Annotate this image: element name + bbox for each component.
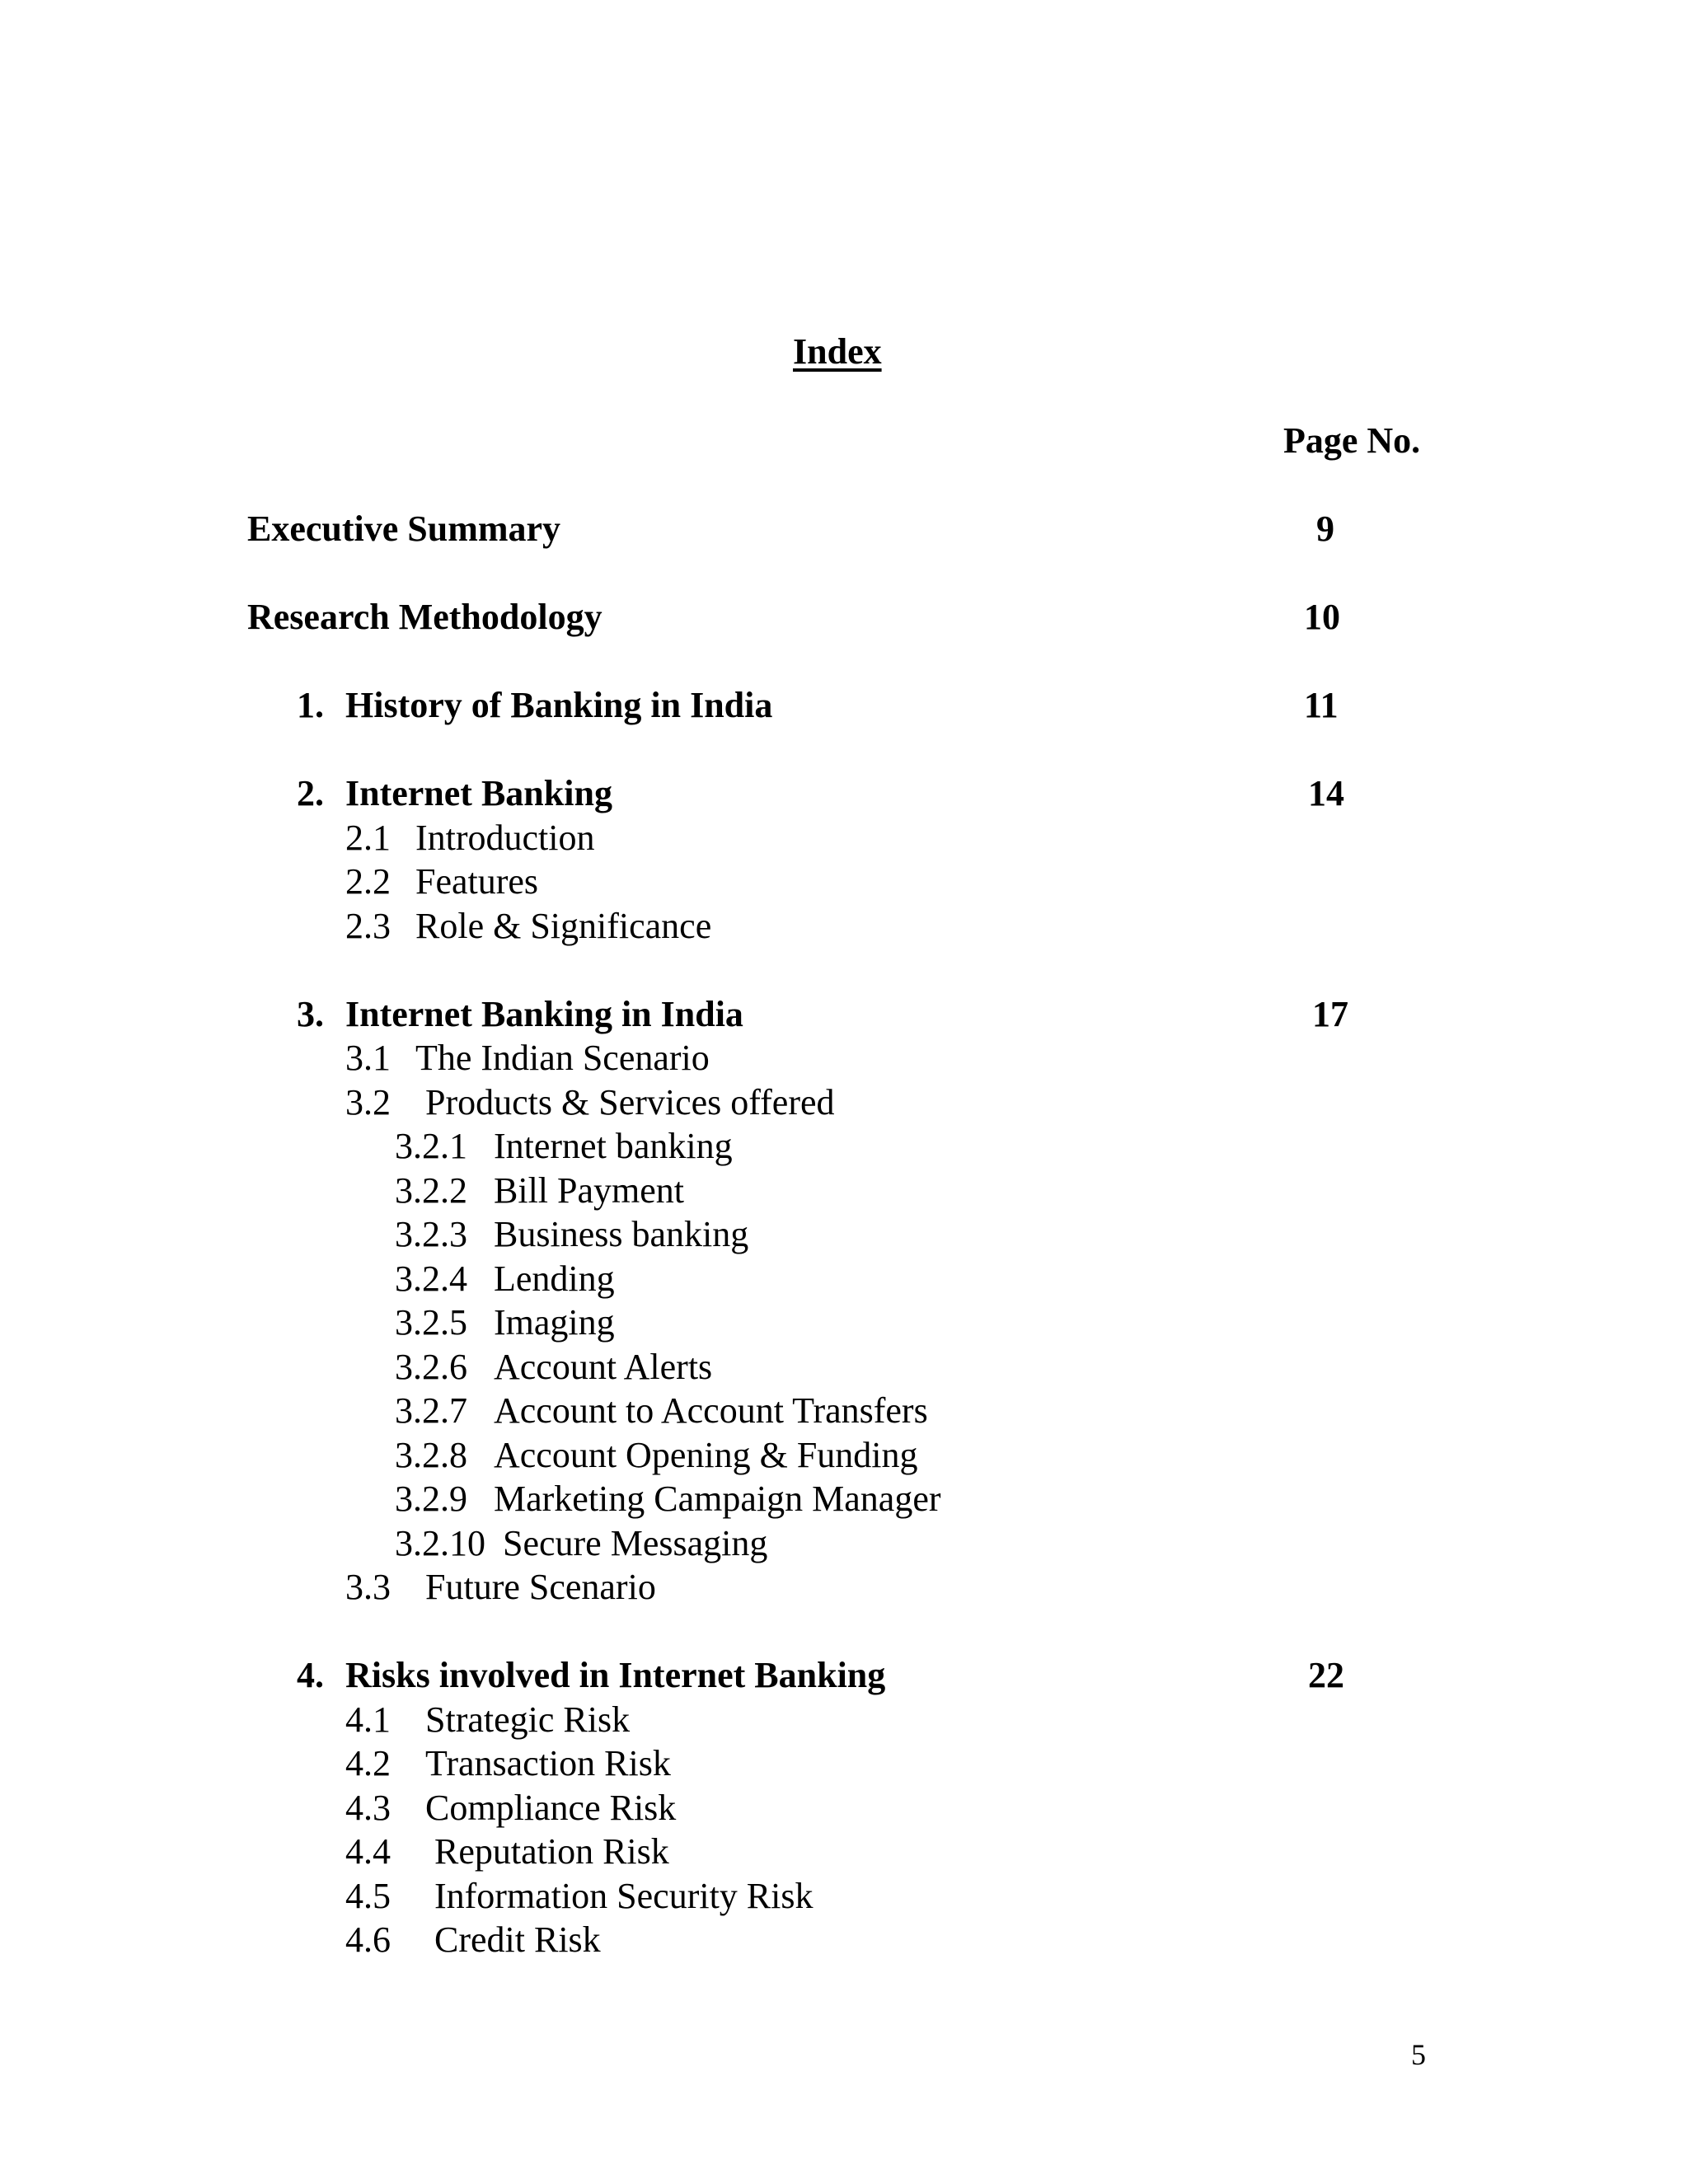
- toc-page-chapter-3: 17: [1312, 994, 1348, 1034]
- toc-section-number: 3.2: [345, 1082, 391, 1122]
- toc-subsection-title: Imaging: [494, 1302, 615, 1343]
- toc-section-title: Transaction Risk: [425, 1743, 671, 1783]
- toc-section-title: Reputation Risk: [434, 1831, 669, 1872]
- toc-subsection-number: 3.2.8: [395, 1435, 467, 1475]
- toc-section-title: Credit Risk: [434, 1919, 601, 1960]
- toc-subsection-title: Secure Messaging: [503, 1523, 768, 1563]
- toc-section-number: 4.1: [345, 1699, 391, 1740]
- toc-section-title: The Indian Scenario: [415, 1038, 710, 1078]
- toc-subsection-number: 3.2.7: [395, 1390, 467, 1431]
- toc-page-executive-summary: 9: [1316, 509, 1334, 549]
- page-title: Index: [793, 331, 882, 372]
- toc-section-number: 4.2: [345, 1743, 391, 1783]
- toc-chapter-1-title: History of Banking in India: [345, 685, 773, 725]
- toc-subsection-number: 3.2.1: [395, 1126, 467, 1166]
- toc-page-chapter-1: 11: [1304, 685, 1339, 725]
- toc-section-number: 3.3: [345, 1567, 391, 1607]
- toc-subsection-number: 3.2.10: [395, 1523, 485, 1563]
- toc-subsection-number: 3.2.2: [395, 1170, 467, 1211]
- toc-page-chapter-4: 22: [1308, 1655, 1344, 1695]
- toc-section-number: 4.3: [345, 1788, 391, 1828]
- toc-chapter-number: 2.: [297, 773, 324, 813]
- toc-chapter-number: 1.: [297, 685, 324, 725]
- toc-page-chapter-2: 14: [1308, 773, 1344, 813]
- toc-section-title: Future Scenario: [425, 1567, 656, 1607]
- toc-section-number: 4.5: [345, 1876, 391, 1916]
- toc-chapter-number: 4.: [297, 1655, 324, 1695]
- toc-subsection-title: Internet banking: [494, 1126, 733, 1166]
- toc-subsection-number: 3.2.6: [395, 1347, 467, 1387]
- toc-section-number: 4.4: [345, 1831, 391, 1872]
- page-no-header: Page No.: [1283, 420, 1421, 461]
- toc-entry-research-methodology: Research Methodology: [247, 597, 603, 637]
- toc-section-title: Information Security Risk: [434, 1876, 814, 1916]
- toc-section-title: Strategic Risk: [425, 1699, 631, 1740]
- toc-subsection-title: Lending: [494, 1258, 615, 1299]
- toc-section-number: 4.6: [345, 1919, 391, 1960]
- toc-subsection-number: 3.2.4: [395, 1258, 467, 1299]
- toc-subsection-number: 3.2.3: [395, 1214, 467, 1254]
- toc-section-title: Role & Significance: [415, 906, 712, 946]
- toc-chapter-2-title: Internet Banking: [345, 773, 612, 813]
- toc-chapter-number: 3.: [297, 994, 324, 1034]
- toc-section-title: Introduction: [415, 818, 595, 858]
- toc-page-research-methodology: 10: [1304, 597, 1340, 637]
- toc-subsection-title: Marketing Campaign Manager: [494, 1479, 941, 1519]
- toc-section-number: 3.1: [345, 1038, 391, 1078]
- toc-section-title: Compliance Risk: [425, 1788, 677, 1828]
- footer-page-number: 5: [1411, 2038, 1426, 2071]
- toc-subsection-title: Account Opening & Funding: [494, 1435, 918, 1475]
- toc-section-number: 2.2: [345, 861, 391, 902]
- toc-subsection-number: 3.2.5: [395, 1302, 467, 1343]
- toc-chapter-4-title: Risks involved in Internet Banking: [345, 1655, 886, 1695]
- toc-subsection-title: Account to Account Transfers: [494, 1390, 928, 1431]
- toc-section-number: 2.1: [345, 818, 391, 858]
- toc-chapter-3-title: Internet Banking in India: [345, 994, 743, 1034]
- toc-section-title: Features: [415, 861, 539, 902]
- toc-entry-executive-summary: Executive Summary: [247, 509, 561, 549]
- toc-subsection-title: Bill Payment: [494, 1170, 684, 1211]
- toc-section-title: Products & Services offered: [425, 1082, 835, 1122]
- toc-subsection-number: 3.2.9: [395, 1479, 467, 1519]
- toc-subsection-title: Account Alerts: [494, 1347, 713, 1387]
- toc-section-number: 2.3: [345, 906, 391, 946]
- toc-subsection-title: Business banking: [494, 1214, 749, 1254]
